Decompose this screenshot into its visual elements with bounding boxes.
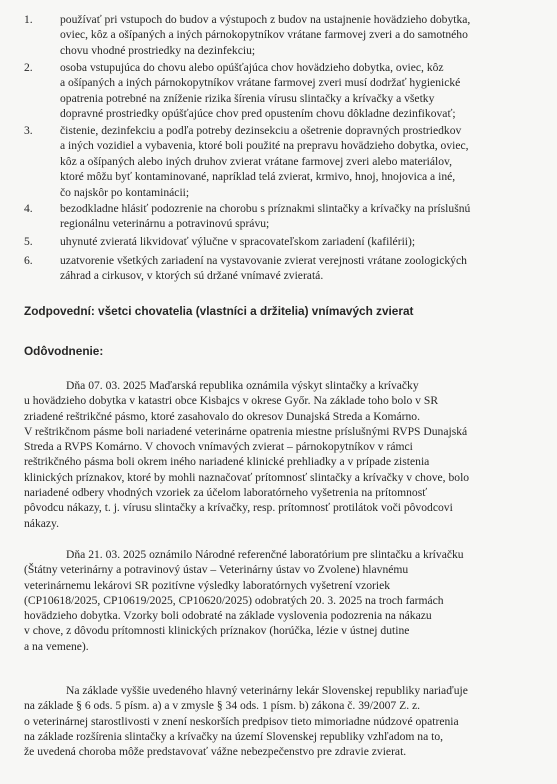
list-text [60, 201, 534, 232]
text-line: u hovädzieho dobytka v katastri obce Kisbajcs v okrese Győr. Na základe toho bolo v SR [24, 394, 439, 408]
text-line: (Štátny veterinárny a potravinový ústav – Veterinárny ústav vo Zvolene) hlavnému [24, 563, 409, 577]
text-line: chovu vhodné prostriedky na dezinfekciu; [60, 43, 256, 57]
text-line: a iných vozidiel a vybavenia, ktoré boli použité na prepravu hovädzieho dobytka, oviec, [60, 139, 469, 153]
list-number: 5. [24, 235, 33, 248]
list-text [60, 234, 534, 249]
list-text [60, 253, 534, 284]
text-line: veterinárnemu lekárovi SR pozitívne výsledky laboratórnych vyšetrení vzoriek [24, 578, 391, 592]
text-line: nariadené odbery vhodných vzoriek za účelom laboratórneho vyšetrenia na prítomnosť [24, 486, 428, 500]
text-line: dopravné prostriedky opúšťajúce chov pred opustením chovu dôkladne dezinfikovať; [60, 107, 456, 121]
justification-heading: Odôvodnenie: [24, 344, 104, 358]
text-line: osoba vstupujúca do chovu alebo opúšťajúca chov hovädzieho dobytka, oviec, kôz [60, 61, 444, 74]
paragraph [24, 378, 534, 531]
text-line: zriadené reštrikčné pásmo, ktoré zasahovalo do okresov Dunajská Streda a Komárno. [24, 409, 420, 423]
text-line: reštrikčného pásma boli okrem iného nariadené klinické prehliadky a v prípade zistenia [24, 455, 430, 469]
text-line: Na základe vyššie uvedeného hlavný veterinárny lekár Slovenskej republiky nariaďuje [66, 684, 468, 697]
text-line: regionálnu veterinárnu a potravinovú správu; [60, 217, 270, 231]
text-line: pôvodcu nákazy, t. j. vírusu slintačky a krívačky, resp. prítomnosť protilátok voči pôvodcovi [24, 501, 453, 515]
text-line: Dňa 07. 03. 2025 Maďarská republika oznámila výskyt slintačky a krívačky [66, 379, 419, 392]
paragraph [24, 547, 534, 654]
text-line: čistenie, dezinfekciu a podľa potreby dezinsekciu a ošetrenie dopravných prostriedkov [60, 124, 462, 137]
text-line: v chove, z dôvodu prítomnosti klinických príznakov (horúčka, lézie v ústnej dutine [24, 624, 410, 638]
text-line: (CP10618/2025, CP10619/2025, CP10620/2025) odobratých 20. 3. 2025 na troch farmách [24, 593, 444, 607]
list-number: 1. [24, 13, 33, 26]
text-line: Streda a RVPS Komárno. V chovoch vnímavých zvierat – párnokopytníkov v rámci [24, 440, 413, 454]
text-line: Dňa 21. 03. 2025 oznámilo Národné referenčné laboratórium pre slintačku a krívačku [66, 548, 464, 561]
text-line: bezodkladne hlásiť podozrenie na chorobu s príznakmi slintačky a krívačky na príslušnú [60, 202, 471, 215]
text-line: záhrad a cirkusov, v ktorých sú držané vnímavé zvieratá. [60, 269, 324, 283]
text-line: na základe rozšírenia slintačky a krívačky na území Slovenskej republiky vzhľadom na to, [24, 729, 444, 743]
text-line: používať pri vstupoch do budov a výstupoch z budov na ustajnenie hovädzieho dobytka, [60, 13, 471, 26]
list-text [60, 12, 534, 58]
text-line: klinických príznakov, ktoré by mohli naznačovať prítomnosť slintačky a krívačky v chove, bolo [24, 470, 470, 484]
text-line: ktoré môžu byť kontaminované, napríklad telá zvierat, krmivo, hnoj, hnojovica a iné, [60, 170, 456, 184]
list-number: 6. [24, 254, 33, 267]
list-number: 3. [24, 124, 33, 137]
text-line: uzatvorenie všetkých zariadení na vystavovanie zvierat verejnosti vrátane zoologických [60, 254, 467, 267]
text-line: uhynuté zvieratá likvidovať výlučne v spracovateľskom zariadení (kafilérii); [60, 235, 416, 248]
text-line: že uvedená choroba môže predstavovať vážne nebezpečenstvo pre zdravie zvierat. [24, 745, 407, 759]
text-line: V reštrikčnom pásme boli nariadené veterinárne opatrenia miestne príslušnými RVPS Dunajská [24, 424, 468, 438]
list-number: 4. [24, 202, 33, 215]
text-line: oviec, kôz a ošípaných a iných párnokopytníkov vrátane farmovej zveri a do samotného [60, 28, 468, 42]
responsible-heading: Zodpovední: všetci chovatelia (vlastníci a držitelia) vnímavých zvierat [24, 304, 414, 318]
paragraph [24, 683, 534, 759]
text-line: a na vemene). [24, 639, 89, 653]
text-line: nákazy. [24, 516, 59, 530]
list-text [60, 60, 534, 122]
text-line: na základe § 6 ods. 5 písm. a) a v zmysle § 34 ods. 1 písm. b) zákona č. 39/2007 Z. z. [24, 699, 421, 713]
text-line: kôz a ošípaných alebo iných druhov zvierat vrátane farmovej zveri alebo materiálov, [60, 154, 452, 168]
list-text [60, 123, 534, 200]
text-line: opatrenia potrebné na zníženie rizika šírenia vírusu slintačky a krívačky a všetky [60, 91, 435, 105]
list-number: 2. [24, 61, 33, 74]
text-line: a ošípaných a iných párnokopytníkov vrátane farmovej zveri musí dodržať hygienické [60, 76, 461, 90]
text-line: hovädzieho dobytka. Vzorky boli odobraté na základe vyslovenia podozrenia na nákazu [24, 609, 432, 623]
text-line: o veterinárnej starostlivosti v znení neskorších predpisov tieto mimoriadne núdzové opatrenia [24, 714, 459, 728]
text-line: čo najskôr po kontaminácii; [60, 185, 190, 199]
